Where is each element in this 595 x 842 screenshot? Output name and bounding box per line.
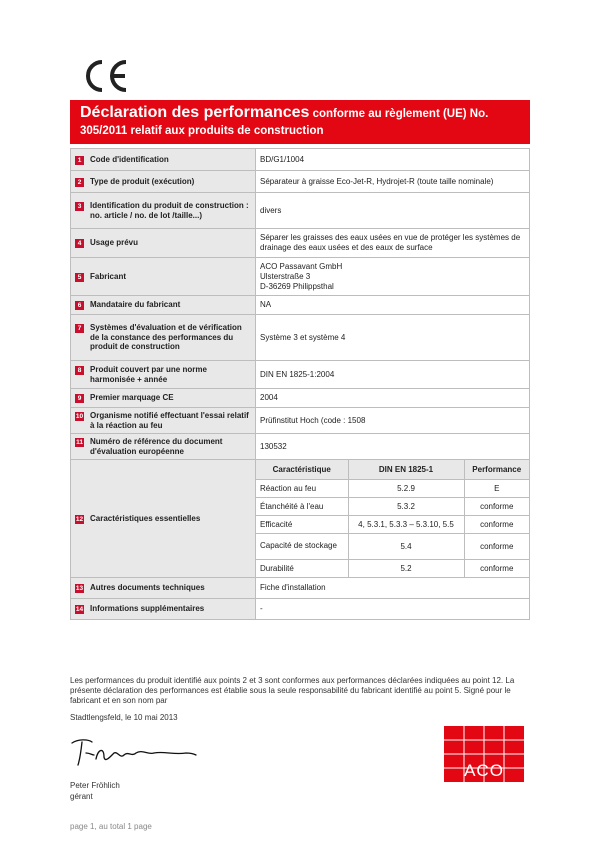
row-number-badge: 14: [75, 606, 84, 613]
table-row: [71, 258, 530, 296]
characteristics-header-row: [256, 460, 529, 479]
row-value: 2004: [256, 389, 530, 408]
characteristic-name: Réaction au feu: [256, 479, 348, 497]
table-row: [71, 296, 530, 315]
row-number-badge: 12: [75, 515, 84, 523]
column-header: Performance: [464, 460, 529, 479]
row-label: Code d'identification: [90, 154, 169, 164]
characteristic-clause: 5.4: [348, 533, 464, 559]
place-date: Stadtlengsfeld, le 10 mai 2013: [70, 713, 178, 722]
row-number-badge: 11: [76, 439, 83, 446]
row-label: Organisme notifié effectuant l'essai relatif à la réaction au feu: [90, 411, 249, 430]
row-value: NA: [256, 296, 530, 315]
row-value: Système 3 et système 4: [256, 315, 530, 361]
table-row: [71, 434, 530, 460]
characteristics-row: [256, 479, 529, 497]
address-line: ACO Passavant GmbH: [260, 261, 343, 271]
row-number-badge: 13: [75, 585, 84, 592]
address-line: D-36269 Philippsthal: [260, 281, 334, 291]
table-row: [71, 171, 530, 193]
row-label: Numéro de référence du document d'évaluation européenne: [90, 437, 223, 456]
row-number-badge: 10: [75, 413, 84, 420]
logo-text: ACO: [464, 761, 504, 780]
row-label: Identification du produit de construction : no. article / no. de lot /taille...): [90, 201, 249, 220]
table-row: [71, 361, 530, 389]
characteristic-name: Durabilité: [256, 559, 348, 577]
table-row: [71, 315, 530, 361]
manufacturer-address: [256, 258, 530, 296]
handwritten-signature: [68, 733, 198, 773]
row-number-badge: 1: [75, 156, 84, 165]
signer-role: gérant: [70, 792, 93, 801]
characteristic-performance: E: [464, 479, 529, 497]
table-row: [71, 460, 530, 578]
header-title-rest: conforme au règlement (UE) No.: [309, 108, 489, 120]
row-value: 130532: [256, 434, 530, 460]
row-label: Produit couvert par une norme harmonisée + année: [90, 365, 207, 384]
row-number-badge: 4: [75, 239, 84, 248]
row-number-badge: 5: [75, 273, 84, 282]
header-title-main: Déclaration des performances: [80, 104, 310, 121]
row-number-badge: 3: [75, 202, 84, 211]
characteristics-table: [256, 460, 529, 577]
characteristic-clause: 5.2: [348, 559, 464, 577]
row-value: Prüfinstitut Hoch (code : 1508: [256, 408, 530, 434]
row-value: Fiche d'installation: [256, 578, 530, 599]
row-label: Mandataire du fabricant: [90, 300, 181, 309]
characteristic-performance: conforme: [464, 533, 529, 559]
characteristics-row: [256, 497, 529, 515]
row-label: Premier marquage CE: [90, 393, 174, 402]
table-row: [71, 149, 530, 171]
table-row: [71, 599, 530, 620]
column-header: DIN EN 1825-1: [348, 460, 464, 479]
table-row: [71, 408, 530, 434]
address-line: Ulsterstraße 3: [260, 271, 311, 281]
row-label: Type de produit (exécution): [90, 176, 195, 186]
table-row: [71, 578, 530, 599]
row-label: Caractéristiques essentielles: [90, 513, 201, 523]
characteristics-row: [256, 559, 529, 577]
aco-logo: [444, 726, 524, 782]
row-label: Informations supplémentaires: [90, 604, 205, 613]
characteristic-name: Efficacité: [256, 515, 348, 533]
row-value: BD/G1/1004: [256, 149, 530, 171]
table-row: [71, 193, 530, 229]
characteristic-clause: 4, 5.3.1, 5.3.3 – 5.3.10, 5.5: [348, 515, 464, 533]
row-label: Autres documents techniques: [90, 583, 205, 592]
row-label: Fabricant: [90, 271, 127, 281]
table-row: [71, 229, 530, 258]
characteristics-row: [256, 515, 529, 533]
characteristic-name: Capacité de stockage: [256, 533, 348, 559]
characteristic-name: Étanchéité à l'eau: [256, 497, 348, 515]
row-value: -: [256, 599, 530, 620]
characteristic-performance: conforme: [464, 559, 529, 577]
header-title-line2: 305/2011 relatif aux produits de construction: [80, 125, 324, 137]
table-row: [71, 389, 530, 408]
document-header: [70, 100, 530, 144]
row-value: DIN EN 1825-1:2004: [256, 361, 530, 389]
row-number-badge: 8: [75, 366, 84, 375]
column-header: Caractéristique: [256, 460, 348, 479]
signer-name: Peter Fröhlich: [70, 781, 120, 790]
characteristic-performance: conforme: [464, 515, 529, 533]
ce-mark-logo: [82, 58, 132, 94]
performance-table: [70, 148, 530, 620]
characteristic-clause: 5.2.9: [348, 479, 464, 497]
declaration-statement: Les performances du produit identifié aux points 2 et 3 sont conformes aux performances déclarées indiquées au point 12. La présente déclaration des performances est établie sous la seule responsabilité du fabricant identifié au point 5. Signé pour le fabricant et en son nom par: [70, 676, 515, 705]
characteristic-performance: conforme: [464, 497, 529, 515]
row-label: Systèmes d'évaluation et de vérification de la constance des performances du produit de construction: [90, 323, 242, 352]
row-value: divers: [256, 193, 530, 229]
row-number-badge: 9: [75, 394, 84, 403]
page-number: page 1, au total 1 page: [70, 822, 152, 831]
row-number-badge: 2: [75, 178, 84, 187]
row-label: Usage prévu: [90, 238, 139, 247]
row-value: Séparer les graisses des eaux usées en vue de protéger les systèmes de drainage des eaux usées et des eaux de surface: [256, 229, 530, 258]
row-value: Séparateur à graisse Eco-Jet-R, Hydrojet-R (toute taille nominale): [256, 171, 530, 193]
row-number-badge: 7: [75, 324, 84, 333]
characteristic-clause: 5.3.2: [348, 497, 464, 515]
row-number-badge: 6: [75, 301, 84, 310]
characteristics-row: [256, 533, 529, 559]
